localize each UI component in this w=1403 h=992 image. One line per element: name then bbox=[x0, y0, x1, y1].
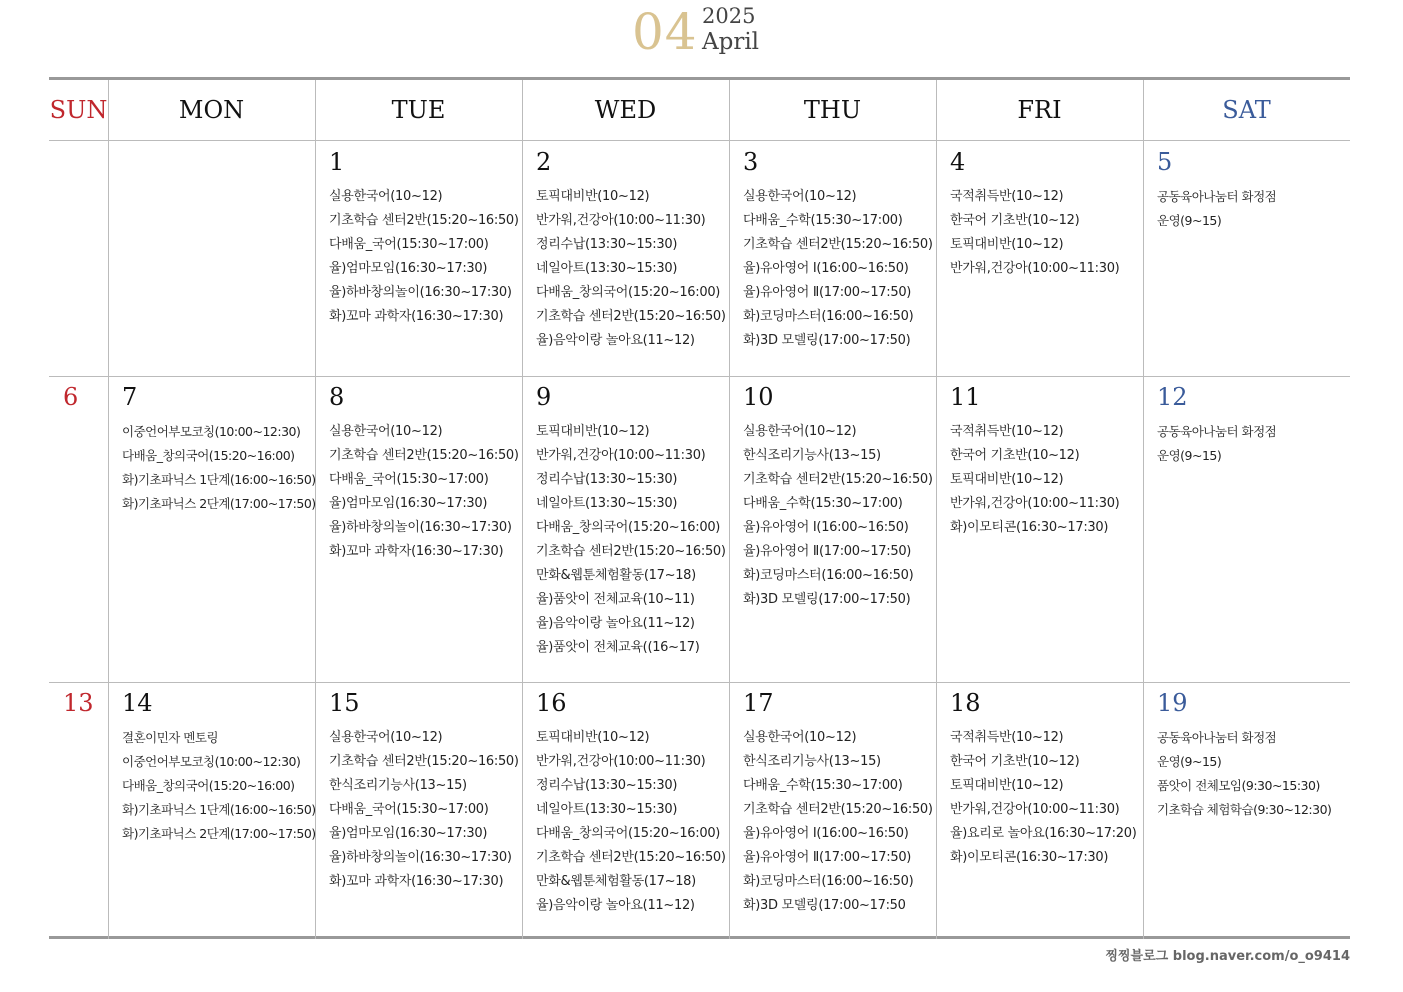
event-item: 토픽대비반(10~12) bbox=[950, 472, 1064, 487]
event-list bbox=[329, 185, 519, 329]
event-item: 결혼이민자 멘토링 bbox=[122, 730, 219, 745]
day-number: 6 bbox=[63, 383, 79, 411]
day-number: 4 bbox=[950, 148, 966, 176]
calendar-header bbox=[0, 0, 1403, 70]
day-cell-2[interactable] bbox=[522, 141, 729, 376]
event-item: 다배움_국어(15:30~17:00) bbox=[329, 472, 489, 487]
event-item: 한식조리기능사(13~15) bbox=[743, 754, 881, 769]
event-item: 율)음악이랑 놀아요(11~12) bbox=[536, 898, 695, 913]
event-item: 다배움_창의국어(15:20~16:00) bbox=[536, 520, 721, 535]
event-list bbox=[950, 420, 1119, 540]
event-item: 기초학습 센터2반(15:20~16:50) bbox=[536, 309, 726, 324]
day-cell-12[interactable] bbox=[1143, 376, 1350, 682]
year-label: 2025 bbox=[702, 4, 756, 28]
event-item: 반가워,건강아(10:00~11:30) bbox=[536, 448, 706, 463]
day-cell-4[interactable] bbox=[936, 141, 1143, 376]
event-list bbox=[950, 726, 1136, 870]
event-item: 한국어 기초반(10~12) bbox=[950, 213, 1080, 228]
event-list bbox=[329, 420, 519, 564]
blog-credit bbox=[1105, 945, 1350, 964]
event-list bbox=[536, 726, 726, 918]
day-cell-5[interactable] bbox=[1143, 141, 1350, 376]
event-item: 이중언어부모코칭(10:00~12:30) bbox=[122, 424, 301, 439]
day-cell-6[interactable] bbox=[49, 376, 108, 682]
event-item: 실용한국어(10~12) bbox=[743, 730, 857, 745]
day-number: 11 bbox=[950, 383, 981, 411]
event-item: 한식조리기능사(13~15) bbox=[743, 448, 881, 463]
calendar-grid bbox=[49, 77, 1350, 939]
event-item: 율)품앗이 전체교육((16~17) bbox=[536, 640, 700, 655]
day-cell-8[interactable] bbox=[315, 376, 522, 682]
day-number: 12 bbox=[1157, 383, 1188, 411]
event-item: 화)기초파닉스 2단계(17:00~17:50) bbox=[122, 826, 316, 841]
event-item: 운영(9~15) bbox=[1157, 754, 1222, 769]
day-cell-16[interactable] bbox=[522, 682, 729, 939]
day-number: 13 bbox=[63, 689, 94, 717]
event-item: 실용한국어(10~12) bbox=[743, 189, 857, 204]
day-number: 2 bbox=[536, 148, 552, 176]
event-item: 국적취득반(10~12) bbox=[950, 189, 1064, 204]
event-list bbox=[536, 185, 726, 353]
event-item: 토픽대비반(10~12) bbox=[536, 424, 650, 439]
event-item: 율)유아영어 Ⅱ(17:00~17:50) bbox=[743, 544, 912, 559]
event-item: 화)꼬마 과학자(16:30~17:30) bbox=[329, 309, 504, 324]
event-item: 다배움_창의국어(15:20~16:00) bbox=[536, 826, 721, 841]
weekday-mon: MON bbox=[178, 96, 245, 124]
event-item: 화)3D 모델링(17:00~17:50) bbox=[743, 592, 911, 607]
event-item: 화)코딩마스터(16:00~16:50) bbox=[743, 874, 914, 889]
day-cell-14[interactable] bbox=[108, 682, 315, 939]
day-number: 9 bbox=[536, 383, 552, 411]
day-cell-3[interactable] bbox=[729, 141, 936, 376]
event-item: 화)기초파닉스 2단계(17:00~17:50) bbox=[122, 496, 316, 511]
day-cell-10[interactable] bbox=[729, 376, 936, 682]
event-item: 다배움_국어(15:30~17:00) bbox=[329, 237, 489, 252]
event-item: 운영(9~15) bbox=[1157, 448, 1222, 463]
blog-name: 찡찡블로그 bbox=[1105, 949, 1169, 964]
event-list bbox=[743, 726, 933, 918]
event-item: 반가워,건강아(10:00~11:30) bbox=[950, 261, 1120, 276]
event-item: 실용한국어(10~12) bbox=[329, 730, 443, 745]
day-number: 17 bbox=[743, 689, 774, 717]
event-item: 토픽대비반(10~12) bbox=[950, 778, 1064, 793]
event-item: 국적취득반(10~12) bbox=[950, 424, 1064, 439]
event-item: 만화&웹툰체험활동(17~18) bbox=[536, 874, 696, 889]
event-item: 토픽대비반(10~12) bbox=[536, 189, 650, 204]
day-number: 19 bbox=[1157, 689, 1188, 717]
event-item: 네일아트(13:30~15:30) bbox=[536, 261, 678, 276]
day-number: 15 bbox=[329, 689, 360, 717]
day-number: 16 bbox=[536, 689, 567, 717]
event-item: 기초학습 센터2반(15:20~16:50) bbox=[536, 850, 726, 865]
weekday-sun: SUN bbox=[49, 96, 108, 124]
event-item: 다배움_수학(15:30~17:00) bbox=[743, 496, 903, 511]
event-item: 다배움_수학(15:30~17:00) bbox=[743, 778, 903, 793]
event-item: 다배움_창의국어(15:20~16:00) bbox=[122, 448, 295, 463]
event-item: 화)이모티콘(16:30~17:30) bbox=[950, 520, 1109, 535]
event-item: 율)유아영어 Ⅱ(17:00~17:50) bbox=[743, 285, 912, 300]
event-item: 율)유아영어 Ⅱ(17:00~17:50) bbox=[743, 850, 912, 865]
event-item: 율)하바창의놀이(16:30~17:30) bbox=[329, 850, 512, 865]
weekday-tue: TUE bbox=[391, 96, 446, 124]
day-number: 8 bbox=[329, 383, 345, 411]
event-item: 공동육아나눔터 화정점 bbox=[1157, 189, 1277, 204]
event-item: 율)하바창의놀이(16:30~17:30) bbox=[329, 520, 512, 535]
event-list bbox=[329, 726, 519, 894]
event-item: 토픽대비반(10~12) bbox=[950, 237, 1064, 252]
event-item: 율)엄마모임(16:30~17:30) bbox=[329, 826, 488, 841]
event-item: 네일아트(13:30~15:30) bbox=[536, 496, 678, 511]
weekday-fri: FRI bbox=[1017, 96, 1062, 124]
event-list bbox=[536, 420, 726, 660]
event-item: 정리수납(13:30~15:30) bbox=[536, 237, 678, 252]
event-item: 반가워,건강아(10:00~11:30) bbox=[536, 213, 706, 228]
month-name: April bbox=[702, 29, 760, 55]
event-item: 한국어 기초반(10~12) bbox=[950, 754, 1080, 769]
event-item: 율)유아영어 Ⅰ(16:00~16:50) bbox=[743, 261, 909, 276]
day-cell-18[interactable] bbox=[936, 682, 1143, 939]
event-item: 실용한국어(10~12) bbox=[329, 424, 443, 439]
event-list bbox=[1157, 420, 1276, 468]
event-item: 공동육아나눔터 화정점 bbox=[1157, 424, 1277, 439]
event-item: 만화&웹툰체험활동(17~18) bbox=[536, 568, 696, 583]
event-list bbox=[1157, 726, 1331, 822]
event-list bbox=[122, 726, 316, 846]
event-item: 화)코딩마스터(16:00~16:50) bbox=[743, 309, 914, 324]
empty-day-cell bbox=[49, 141, 108, 376]
event-item: 정리수납(13:30~15:30) bbox=[536, 472, 678, 487]
event-list bbox=[122, 420, 316, 516]
event-item: 다배움_창의국어(15:20~16:00) bbox=[122, 778, 295, 793]
day-cell-1[interactable] bbox=[315, 141, 522, 376]
event-item: 화)3D 모델링(17:00~17:50) bbox=[743, 333, 911, 348]
empty-day-cell bbox=[108, 141, 315, 376]
day-number: 10 bbox=[743, 383, 774, 411]
event-item: 공동육아나눔터 화정점 bbox=[1157, 730, 1277, 745]
event-list bbox=[743, 185, 933, 353]
event-item: 화)코딩마스터(16:00~16:50) bbox=[743, 568, 914, 583]
event-item: 운영(9~15) bbox=[1157, 213, 1222, 228]
event-list bbox=[950, 185, 1119, 281]
weekday-thu: THU bbox=[803, 96, 862, 124]
event-item: 율)하바창의놀이(16:30~17:30) bbox=[329, 285, 512, 300]
event-item: 기초학습 센터2반(15:20~16:50) bbox=[743, 802, 933, 817]
event-item: 화)기초파닉스 1단계(16:00~16:50) bbox=[122, 802, 316, 817]
event-item: 다배움_창의국어(15:20~16:00) bbox=[536, 285, 721, 300]
day-cell-7[interactable] bbox=[108, 376, 315, 682]
event-item: 기초학습 센터2반(15:20~16:50) bbox=[743, 472, 933, 487]
event-item: 반가워,건강아(10:00~11:30) bbox=[950, 496, 1120, 511]
day-cell-9[interactable] bbox=[522, 376, 729, 682]
event-item: 실용한국어(10~12) bbox=[743, 424, 857, 439]
event-item: 반가워,건강아(10:00~11:30) bbox=[536, 754, 706, 769]
event-item: 율)음악이랑 놀아요(11~12) bbox=[536, 333, 695, 348]
event-item: 율)유아영어 Ⅰ(16:00~16:50) bbox=[743, 826, 909, 841]
event-item: 기초학습 센터2반(15:20~16:50) bbox=[329, 213, 519, 228]
day-number: 5 bbox=[1157, 148, 1173, 176]
event-item: 토픽대비반(10~12) bbox=[536, 730, 650, 745]
event-item: 화)이모티콘(16:30~17:30) bbox=[950, 850, 1109, 865]
event-item: 네일아트(13:30~15:30) bbox=[536, 802, 678, 817]
event-item: 이중언어부모코칭(10:00~12:30) bbox=[122, 754, 301, 769]
event-item: 율)품앗이 전체교육(10~11) bbox=[536, 592, 695, 607]
weekday-wed: WED bbox=[594, 96, 657, 124]
event-item: 화)꼬마 과학자(16:30~17:30) bbox=[329, 544, 504, 559]
event-item: 실용한국어(10~12) bbox=[329, 189, 443, 204]
event-item: 기초학습 센터2반(15:20~16:50) bbox=[329, 448, 519, 463]
event-item: 화)꼬마 과학자(16:30~17:30) bbox=[329, 874, 504, 889]
event-item: 율)엄마모임(16:30~17:30) bbox=[329, 261, 488, 276]
event-item: 정리수납(13:30~15:30) bbox=[536, 778, 678, 793]
event-item: 화)기초파닉스 1단계(16:00~16:50) bbox=[122, 472, 316, 487]
event-item: 율)요리로 놀아요(16:30~17:20) bbox=[950, 826, 1137, 841]
event-item: 한국어 기초반(10~12) bbox=[950, 448, 1080, 463]
month-number: 04 bbox=[632, 3, 698, 61]
day-number: 7 bbox=[122, 383, 138, 411]
event-list bbox=[1157, 185, 1276, 233]
day-cell-15[interactable] bbox=[315, 682, 522, 939]
event-item: 율)음악이랑 놀아요(11~12) bbox=[536, 616, 695, 631]
event-list bbox=[743, 420, 933, 612]
day-number: 3 bbox=[743, 148, 759, 176]
event-item: 다배움_수학(15:30~17:00) bbox=[743, 213, 903, 228]
event-item: 한식조리기능사(13~15) bbox=[329, 778, 467, 793]
event-item: 기초학습 센터2반(15:20~16:50) bbox=[743, 237, 933, 252]
day-cell-17[interactable] bbox=[729, 682, 936, 939]
event-item: 국적취득반(10~12) bbox=[950, 730, 1064, 745]
day-number: 14 bbox=[122, 689, 153, 717]
day-number: 18 bbox=[950, 689, 981, 717]
day-cell-19[interactable] bbox=[1143, 682, 1350, 939]
event-item: 기초학습 센터2반(15:20~16:50) bbox=[329, 754, 519, 769]
blog-url: blog.naver.com/o_o9414 bbox=[1172, 949, 1350, 964]
weekday-header-row bbox=[49, 80, 1350, 141]
day-number: 1 bbox=[329, 148, 345, 176]
event-item: 화)3D 모델링(17:00~17:50 bbox=[743, 898, 906, 913]
event-item: 기초학습 센터2반(15:20~16:50) bbox=[536, 544, 726, 559]
event-item: 품앗이 전체모임(9:30~15:30) bbox=[1157, 778, 1320, 793]
event-item: 율)엄마모임(16:30~17:30) bbox=[329, 496, 488, 511]
day-cell-13[interactable] bbox=[49, 682, 108, 939]
event-item: 반가워,건강아(10:00~11:30) bbox=[950, 802, 1120, 817]
event-item: 율)유아영어 Ⅰ(16:00~16:50) bbox=[743, 520, 909, 535]
event-item: 기초학습 체험학습(9:30~12:30) bbox=[1157, 802, 1332, 817]
event-item: 다배움_국어(15:30~17:00) bbox=[329, 802, 489, 817]
weekday-sat: SAT bbox=[1222, 96, 1271, 124]
day-cell-11[interactable] bbox=[936, 376, 1143, 682]
